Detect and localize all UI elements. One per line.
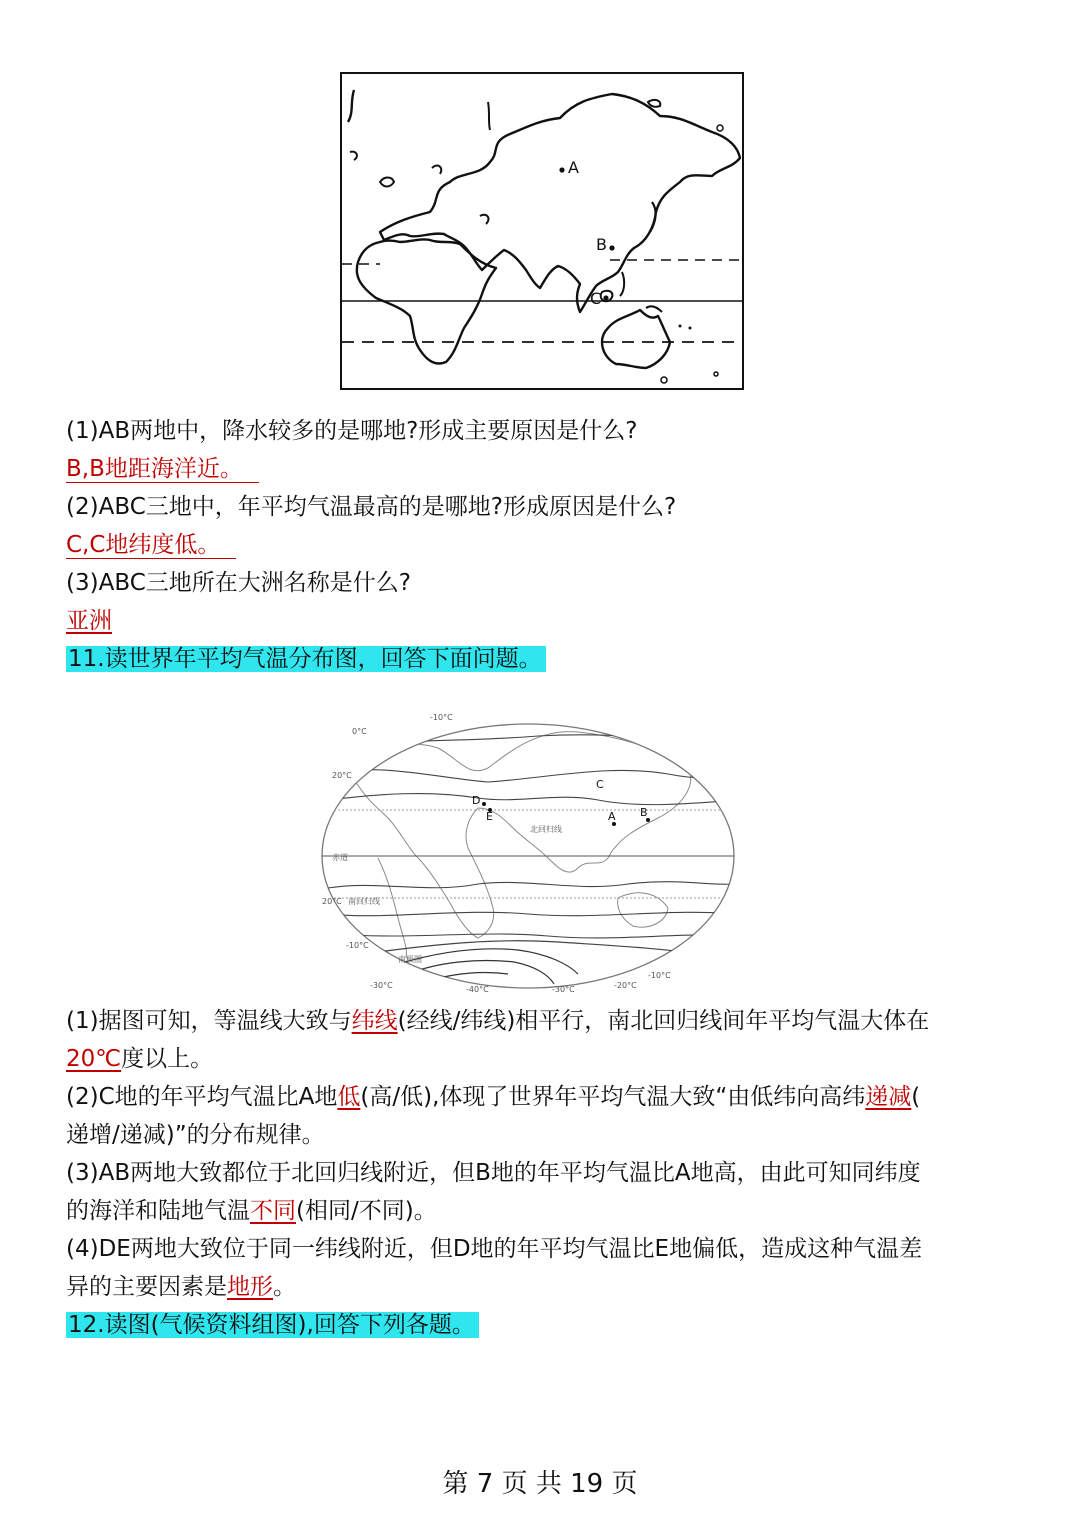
q11-p4-answer: 地形 <box>227 1274 273 1300</box>
q11-p3-line1: (3)AB两地大致都位于北回归线附近，但B地的年平均气温比A地高，由此可知同纬度 <box>66 1160 921 1186</box>
q11-p3-post: (相同/不同)。 <box>296 1198 437 1224</box>
map2-label-antarctic: 南极圈 <box>398 955 422 964</box>
q10-question-2: (2)ABC三地中，年平均气温最高的是哪地?形成原因是什么? <box>66 494 677 520</box>
map2-label-m30b: -30°C <box>552 985 575 994</box>
q11-p4-pre: 异的主要因素是 <box>66 1274 227 1300</box>
map1-label-c: C <box>590 289 602 308</box>
q11-p2-pre: (2)C地的年平均气温比A地 <box>66 1084 338 1110</box>
q11-p2-tail: ( <box>911 1084 921 1110</box>
map1-label-a: A <box>568 158 579 177</box>
map2-label-tropic-n: 北回归线 <box>530 825 562 834</box>
map2-point-b: B <box>640 806 648 819</box>
map2-label-20c: 20°C <box>332 771 352 780</box>
map2-label-n10: -10°C <box>430 713 453 722</box>
map2-label-0c: 0°C <box>352 727 367 736</box>
asia-map <box>340 72 744 390</box>
map2-label-m10b: -10°C <box>648 971 671 980</box>
q11-p2-line2: 递增/递减)”的分布规律。 <box>66 1122 325 1148</box>
map2-point-c: C <box>596 778 604 791</box>
page-footer: 第 7 页 共 19 页 <box>442 1469 638 1499</box>
map2-point-a: A <box>608 810 616 823</box>
q11-title: 11.读世界年平均气温分布图，回答下面问题。 <box>66 646 546 672</box>
map2-point-e: E <box>486 810 493 823</box>
world-temperature-map <box>318 708 738 994</box>
map2-label-m30: -30°C <box>370 981 393 990</box>
map2-label-m40: -40°C <box>466 985 489 994</box>
map2-point-d: D <box>472 794 481 807</box>
q10-answer-2: C,C地纬度低。 <box>66 532 236 559</box>
q10-answer-3: 亚洲 <box>66 608 112 634</box>
q11-p1-answer-1: 纬线 <box>351 1008 398 1034</box>
q11-p2-mid: (高/低),体现了世界年平均气温大致“由低纬向高纬 <box>360 1084 866 1110</box>
q11-p2-answer-1: 低 <box>337 1084 361 1110</box>
map2-label-20c-s: 20°C <box>322 897 342 906</box>
q10-answer-1: B,B地距海洋近。 <box>66 456 259 483</box>
map2-label-m10: -10°C <box>346 941 369 950</box>
q11-p4-line1: (4)DE两地大致位于同一纬线附近，但D地的年平均气温比E地偏低，造成这种气温差 <box>66 1236 923 1262</box>
q11-p2-answer-2: 递减 <box>865 1084 912 1110</box>
q10-question-3: (3)ABC三地所在大洲名称是什么? <box>66 570 411 596</box>
q11-p4-post: 。 <box>273 1274 296 1300</box>
q11-p1-answer-2: 20℃ <box>66 1046 122 1072</box>
q10-question-1: (1)AB两地中，降水较多的是哪地?形成主要原因是什么? <box>66 418 638 444</box>
q12-title: 12.读图(气候资料组图),回答下列各题。 <box>66 1312 479 1338</box>
q11-p1-pre: (1)据图可知，等温线大致与 <box>66 1008 352 1034</box>
map2-label-m20: -20°C <box>614 981 637 990</box>
q11-p1-post: 度以上。 <box>121 1046 214 1072</box>
map2-label-tropic-s: 南回归线 <box>348 897 380 906</box>
map1-label-b: B <box>596 235 607 254</box>
map2-label-equator: 赤道 <box>332 853 348 862</box>
q11-p3-answer: 不同 <box>250 1198 296 1224</box>
q11-p1-mid: (经线/纬线)相平行，南北回归线间年平均气温大体在 <box>397 1008 930 1034</box>
q11-p3-pre: 的海洋和陆地气温 <box>66 1198 250 1224</box>
